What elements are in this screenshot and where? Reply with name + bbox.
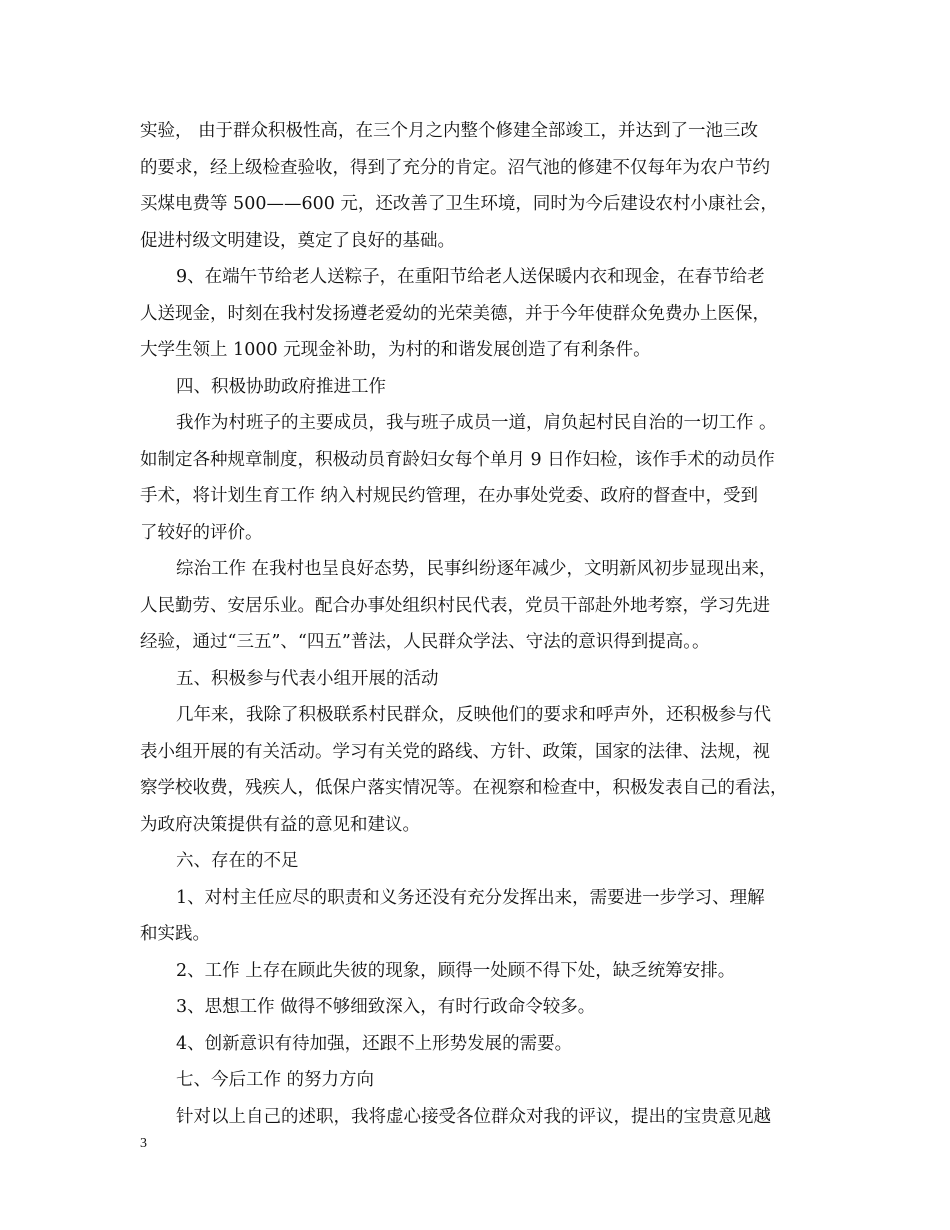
text-line: 1、对村主任应尽的职责和义务还没有充分发挥出来，需要进一步学习、理解 (176, 887, 765, 908)
text-line: 4、创新意识有待加强，还跟不上形势发展的需要。 (176, 1033, 573, 1054)
text-line: 和实践。 (140, 924, 210, 944)
text-line: 我作为村班子的主要成员，我与班子成员一道，肩负起村民自治的一切工作 。 (176, 413, 777, 433)
text-line: 9、在端午节给老人送粽子，在重阳节给老人送保暖内衣和现金，在春节给老 (176, 267, 765, 287)
text-line: 为政府决策提供有益的意见和建议。 (140, 814, 420, 835)
text-line: 3、思想工作 做得不够细致深入，有时行政命令较多。 (176, 997, 596, 1017)
text-line: 2、工作 上存在顾此失彼的现象，顾得一处顾不得下处，缺乏统筹安排。 (176, 960, 736, 981)
text-line: 察学校收费，残疾人，低保户落实情况等。在视察和检查中，积极发表自己的看法， (140, 778, 788, 798)
text-line: 的要求，经上级检查验收，得到了充分的肯定。沼气池的修建不仅每年为农户节约 (140, 157, 770, 178)
text-line: 手术，将计划生育工作 纳入村规民约管理，在办事处党委、政府的督查中，受到 (140, 486, 759, 506)
text-line: 六、存在的不足 (176, 851, 299, 871)
text-line: 表小组开展的有关活动。学习有关党的路线、方针、政策，国家的法律、法规，视 (140, 741, 770, 762)
page-number: 3 (140, 1136, 147, 1151)
text-line: 人送现金，时刻在我村发扬遵老爱幼的光荣美德，并于今年使群众免费办上医保， (140, 303, 770, 324)
text-line: 人民勤劳、安居乐业。配合办事处组织村民代表，党员干部赴外地考察，学习先进 (140, 595, 770, 616)
text-line: 七、今后工作 的努力方向 (176, 1070, 375, 1090)
text-line: 五、积极参与代表小组开展的活动 (176, 668, 439, 689)
text-line: 了较好的评价。 (140, 522, 263, 543)
body-text (140, 113, 820, 1135)
text-line: 促进村级文明建设，奠定了良好的基础。 (140, 230, 455, 251)
text-line: 经验，通过“三五”、“四五”普法，人民群众学法、守法的意识得到提高。。 (140, 632, 710, 652)
text-line: 针对以上自己的述职，我将虚心接受各位群众对我的评议，提出的宝贵意见越 (176, 1106, 771, 1127)
text-line: 实验， 由于群众积极性高，在三个月之内整个修建全部竣工，并达到了一池三改 (140, 121, 759, 141)
text-line: 四、积极协助政府推进工作 (176, 376, 386, 397)
text-line: 综治工作 在我村也呈良好态势，民事纠纷逐年减少，文明新风初步显现出来， (176, 559, 777, 579)
text-line: 如制定各种规章制度，积极动员育龄妇女每个单月 9 日作妇检，该作手术的动员作 (140, 449, 775, 470)
text-line: 大学生领上 1000 元现金补助，为村的和谐发展创造了有利条件。 (140, 340, 651, 360)
text-line: 几年来，我除了积极联系村民群众，反映他们的要求和呼声外，还积极参与代 (176, 705, 771, 725)
text-line: 买煤电费等 500——600 元，还改善了卫生环境，同时为今后建设农村小康社会， (140, 194, 778, 214)
